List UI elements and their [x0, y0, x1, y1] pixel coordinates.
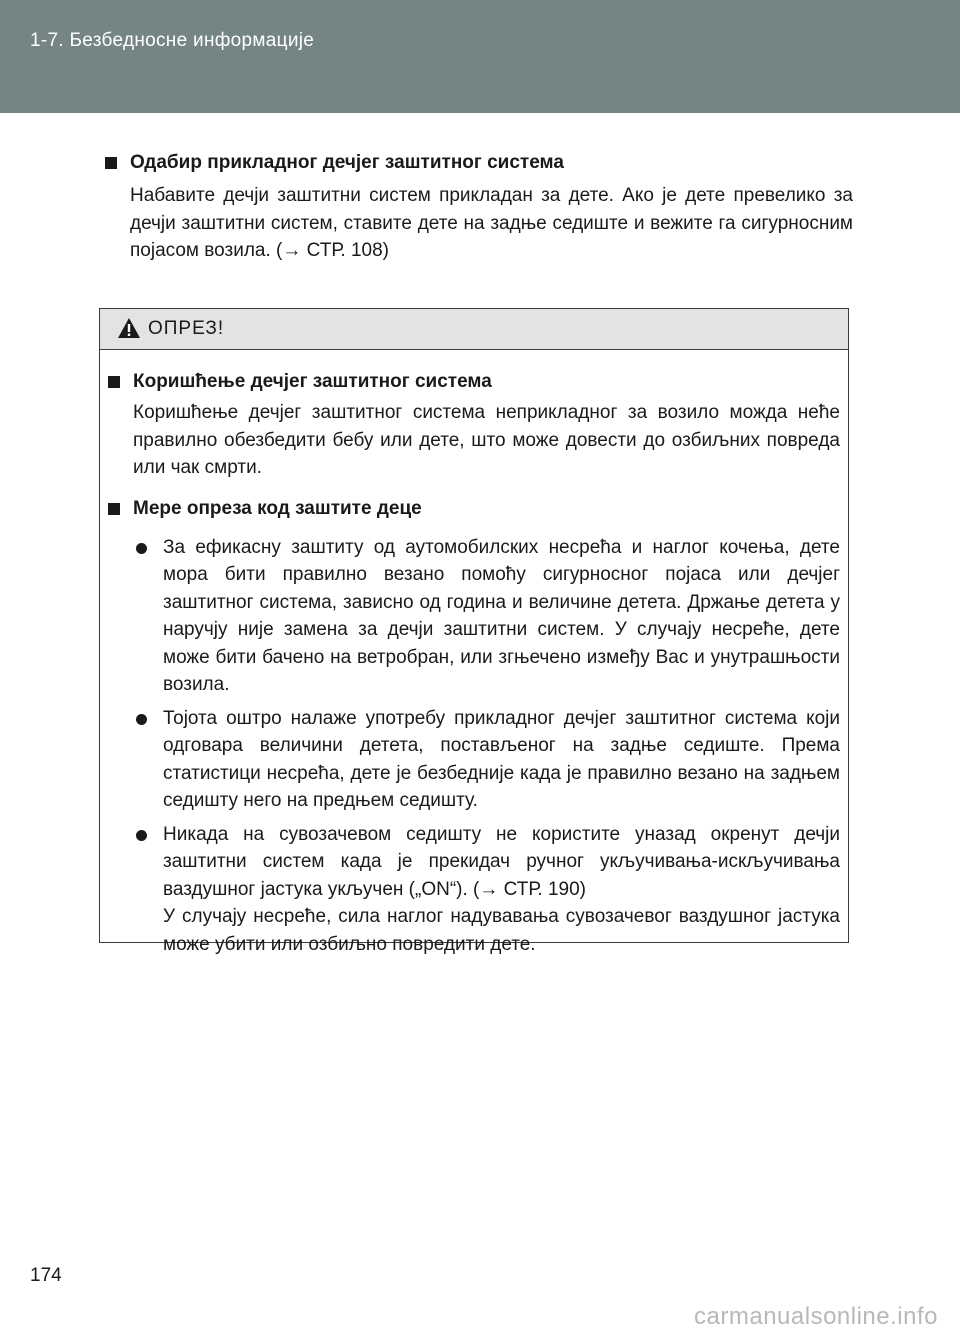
list-item	[133, 821, 840, 959]
precautions-list	[133, 534, 840, 959]
caution-header	[100, 309, 848, 350]
caution-body	[100, 350, 848, 958]
section-heading	[105, 150, 853, 176]
caution-section-usage	[108, 369, 840, 482]
list-item-text-continued: У случају несреће, сила наглог надувавања сувозачевог ваздушног јастука може убити или озбиљно повредити дете.	[163, 906, 840, 955]
section-paragraph: Набавите дечји заштитни систем прикладан за дете. Ако је дете превелико за дечји заштитни систем, ставите дете на задње седиште и вежите га сигурносним појасом возила. (→ СТР. 108)	[130, 185, 853, 261]
caution-section-heading	[108, 369, 840, 395]
bullet-dot-icon	[136, 830, 147, 841]
caution-section-heading-text: Мере опреза код заштите деце	[133, 497, 422, 519]
caution-section-heading-text: Коришћење дечјег заштитног система	[133, 371, 492, 392]
caution-section-paragraph: Коришћење дечјег заштитног система неприкладног за возило можда неће правилно обезбедити бебу или дете, што може довести до озбиљних повреда или чак смрти.	[133, 402, 840, 478]
chapter-title: 1-7. Безбедносне информације	[30, 30, 315, 51]
child-restraint-selection-section	[105, 150, 853, 265]
warning-triangle-icon	[117, 317, 141, 339]
caution-title: ОПРЕЗ!	[148, 318, 225, 339]
square-bullet-icon	[108, 376, 120, 388]
caution-section-precautions	[108, 496, 840, 959]
page-number: 174	[30, 1265, 62, 1286]
section-heading-text: Одабир прикладног дечјег заштитног система	[130, 152, 564, 173]
square-bullet-icon	[105, 157, 117, 169]
chapter-header-bar	[0, 0, 960, 113]
list-item-text: За ефикасну заштиту од аутомобилских несрећа и наглог кочења, дете мора бити правилно везано помоћу сигурносног појаса или дечјег заштитног система, зависно од година и величине детета. Држање детета у наручју није замена за дечји заштитни систем. У случају несреће, дете може бити бачено на ветробран, или згњечено између Вас и унутрашњости возила.	[163, 536, 840, 695]
list-item-text: Никада на сувозачевом седишту не користите уназад окренут дечји заштитни систем када је прекидач ручног укључивања-искључивања ваздушног јастука укључен („ON“). (→ СТР. 190)	[163, 823, 840, 900]
list-item-text: Тојота оштро налаже употребу прикладног дечјег заштитног система који одговара величини детета, постављеног на задње седиште. Према статистици несрећа, дете је безбедније када је правилно везано на задњем седишту него на предњем седишту.	[163, 707, 840, 811]
bullet-dot-icon	[136, 543, 147, 554]
caution-section-heading	[108, 496, 840, 522]
caution-box	[99, 308, 849, 955]
watermark: carmanualsonline.info	[694, 1303, 938, 1330]
square-bullet-icon	[108, 503, 120, 515]
list-item	[133, 705, 840, 815]
bullet-dot-icon	[136, 714, 147, 725]
list-item	[133, 534, 840, 699]
